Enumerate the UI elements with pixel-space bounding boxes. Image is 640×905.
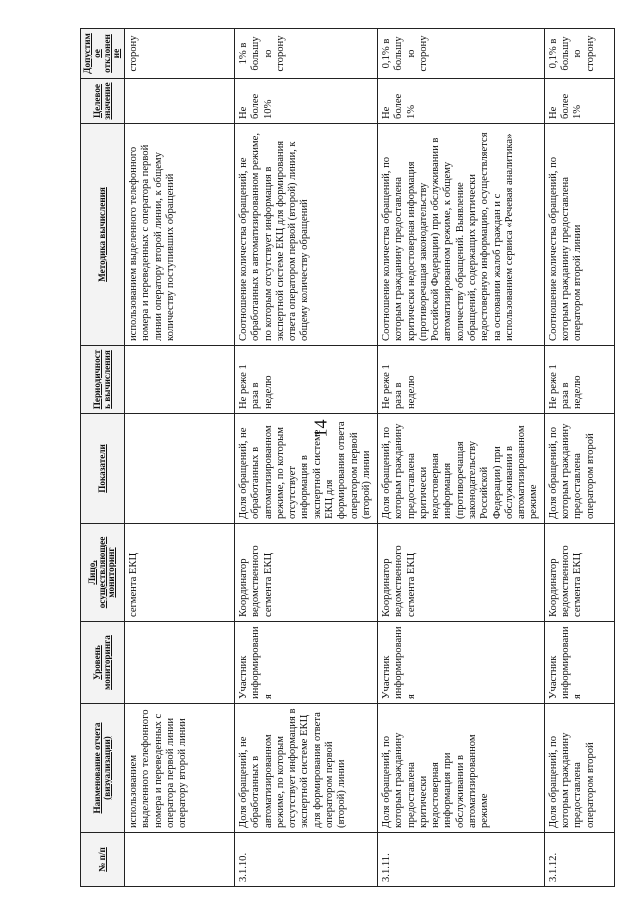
table-row (235, 29, 378, 887)
cell-monitoring-level: Участник информирования (235, 622, 378, 704)
table-row (125, 29, 235, 887)
cell-periodicity: Не реже 1 раза в неделю (235, 346, 378, 414)
cell-indicator: Доля обращений, по которым гражданину предоставлена критически недостоверная информация (противоречащая законодательству Российской Федерации) при обслуживании в автоматизированном режиме (378, 414, 545, 524)
table-row (378, 29, 545, 887)
header-cell-periodicity: Периодичность вычисления (81, 346, 125, 414)
header-cell-method: Методика вычисления (81, 124, 125, 346)
cell-monitoring-person: Координатор ведомственного сегмента ЕКЦ (378, 524, 545, 622)
cell-periodicity (125, 346, 235, 414)
cell-number (125, 833, 235, 887)
cell-target: Не более 1% (544, 79, 614, 124)
cell-deviation: 0,1% в большую сторону (544, 29, 614, 79)
cell-indicator (125, 414, 235, 524)
cell-periodicity: Не реже 1 раза в неделю (544, 346, 614, 414)
cell-indicator: Доля обращений, не обработанных в автоматизированном режиме, по которым отсутствует информация в экспертной системе ЕКЦ для формирования ответа оператором первой (второй) линии (235, 414, 378, 524)
rotated-table-container (80, 29, 596, 887)
header-cell-report-name: Наименование отчета (визуализации) (81, 704, 125, 833)
cell-report-name: Доля обращений, по которым гражданину предоставлена критически недостоверная информация при обслуживании в автоматизированном режиме (378, 704, 545, 833)
cell-method: Соотношение количества обращений, не обработанных в автоматизированном режиме, по которым отсутствует информация в экспертной системе ЕКЦ для формирования ответа оператором первой (второй) линии, к общему количеству обращений (235, 124, 378, 346)
cell-method: использованием выделенного телефонного номера и переведенных с оператора первой линии оператору второй линии, к общему количеству поступивших обращений (125, 124, 235, 346)
cell-deviation: 1% в большую сторону (235, 29, 378, 79)
cell-target: Не более 1% (378, 79, 545, 124)
cell-report-name: использованием выделенного телефонного номера и переведенных с оператора первой линии оператору второй линии (125, 704, 235, 833)
cell-method: Соотношение количества обращений, по которым гражданину предоставлена оператором второй линии (544, 124, 614, 346)
cell-monitoring-level (125, 622, 235, 704)
header-cell-indicators: Показатели (81, 414, 125, 524)
cell-target (125, 79, 235, 124)
cell-method: Соотношение количества обращений, по которым гражданину предоставлена критически недостоверная информация (противоречащая законодательству Российской Федерации) при обслуживании в автоматизированном режиме, к общему количеству обращений. Выявление обращений, содержащих критически недостоверную информацию, осуществляется на основании жалоб граждан и с использованием сервиса «Речевая аналитика» (378, 124, 545, 346)
cell-monitoring-level: Участник информирования (378, 622, 545, 704)
cell-deviation: сторону (125, 29, 235, 79)
header-cell-number: № п/п (81, 833, 125, 887)
header-cell-monitoring-person: Лицо, осуществляющее мониторинг (81, 524, 125, 622)
cell-monitoring-person: сегмента ЕКЦ (125, 524, 235, 622)
table-row (544, 29, 614, 887)
cell-deviation: 0,1% в большую сторону (378, 29, 545, 79)
cell-monitoring-level: Участник информирования (544, 622, 614, 704)
cell-number: 3.1.12. (544, 833, 614, 887)
indicators-table (80, 28, 615, 887)
cell-number: 3.1.11. (378, 833, 545, 887)
cell-periodicity: Не реже 1 раза в неделю (378, 346, 545, 414)
page-number: 14 (310, 419, 331, 438)
cell-monitoring-person: Координатор ведомственного сегмента ЕКЦ (235, 524, 378, 622)
cell-report-name: Доля обращений, не обработанных в автоматизированном режиме, по которым отсутствует информация в экспертной системе ЕКЦ для формирования ответа оператором первой (второй) линии (235, 704, 378, 833)
header-cell-monitoring-level: Уровень мониторинга (81, 622, 125, 704)
cell-report-name: Доля обращений, по которым гражданину предоставлена оператором второй (544, 704, 614, 833)
cell-monitoring-person: Координатор ведомственного сегмента ЕКЦ (544, 524, 614, 622)
cell-indicator: Доля обращений, по которым гражданину предоставлена оператором второй (544, 414, 614, 524)
header-cell-target: Целевое значение (81, 79, 125, 124)
table-header-row (81, 29, 125, 887)
header-cell-deviation: Допустимое отклонение (81, 29, 125, 79)
cell-target: Не более 10% (235, 79, 378, 124)
cell-number: 3.1.10. (235, 833, 378, 887)
